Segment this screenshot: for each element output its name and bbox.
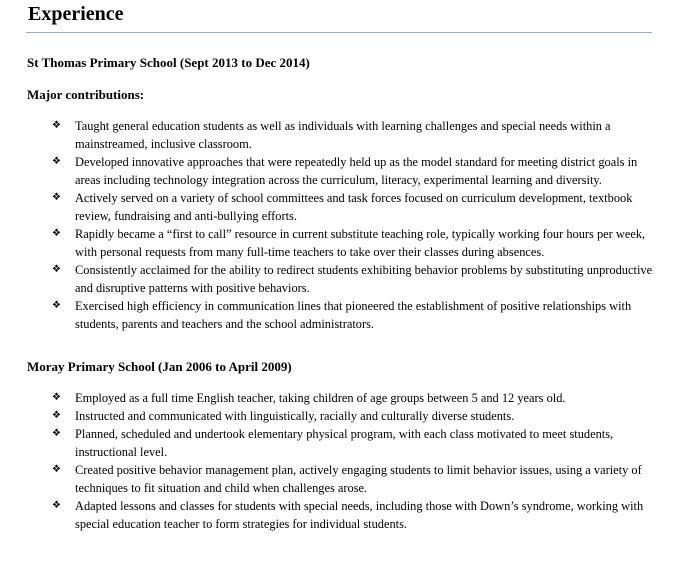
bullet-icon: ❖ xyxy=(52,300,61,311)
job-bullet-list xyxy=(0,117,660,333)
bullet-icon: ❖ xyxy=(52,156,61,167)
bullet-icon: ❖ xyxy=(52,500,61,511)
bullet-icon: ❖ xyxy=(52,410,61,421)
list-item: ❖ Planned, scheduled and undertook elementary physical program, with each class motivated to meet students, instructional level. xyxy=(52,427,614,459)
bullet-icon: ❖ xyxy=(52,392,61,403)
list-item: ❖ Taught general education students as well as individuals with learning challenges and special needs within a mainstreamed, inclusive classroom. xyxy=(52,119,611,151)
list-item: ❖ Developed innovative approaches that were repeatedly held up as the model standard for meeting district goals in areas including technology integration across the curriculum, literacy, experimental learning and diversity. xyxy=(52,155,638,187)
list-item: ❖ Adapted lessons and classes for students with special needs, including those with Down’s syndrome, working with special education teacher to form strategies for individual students. xyxy=(52,499,644,531)
bullet-icon: ❖ xyxy=(52,428,61,439)
list-item: ❖ Instructed and communicated with linguistically, racially and culturally diverse students. xyxy=(52,409,515,423)
job-subheading: Major contributions: xyxy=(27,87,145,102)
list-item: ❖ Created positive behavior management plan, actively engaging students to limit behavior issues, using a variety of techniques to fit situation and child when challenges arose. xyxy=(52,463,642,495)
list-item: ❖ Employed as a full time English teacher, taking children of age groups between 5 and 12 years old. xyxy=(52,391,566,405)
list-item: ❖ Rapidly became a “first to call” resource in current substitute teaching role, typically working four hours per week, with personal requests from many full-time teachers to take over their classes during absences. xyxy=(52,227,646,259)
section-title: Experience xyxy=(28,3,124,25)
list-item: ❖ Exercised high efficiency in communication lines that pioneered the establishment of positive relationships with students, parents and teachers and the school administrators. xyxy=(52,299,632,331)
list-item: ❖ Consistently acclaimed for the ability to redirect students exhibiting behavior problems by substituting unproductive and disruptive patterns with positive behaviors. xyxy=(52,263,653,295)
bullet-icon: ❖ xyxy=(52,120,61,131)
bullet-icon: ❖ xyxy=(52,264,61,275)
job-title: Moray Primary School (Jan 2006 to April 2009) xyxy=(27,359,292,374)
job-bullet-list xyxy=(0,389,660,533)
list-item: ❖ Actively served on a variety of school committees and task forces focused on curriculum development, textbook review, fundraising and anti-bullying efforts. xyxy=(52,191,633,223)
job-title: St Thomas Primary School (Sept 2013 to Dec 2014) xyxy=(27,55,310,70)
section-divider xyxy=(26,32,652,33)
bullet-icon: ❖ xyxy=(52,464,61,475)
bullet-icon: ❖ xyxy=(52,192,61,203)
bullet-icon: ❖ xyxy=(52,228,61,239)
